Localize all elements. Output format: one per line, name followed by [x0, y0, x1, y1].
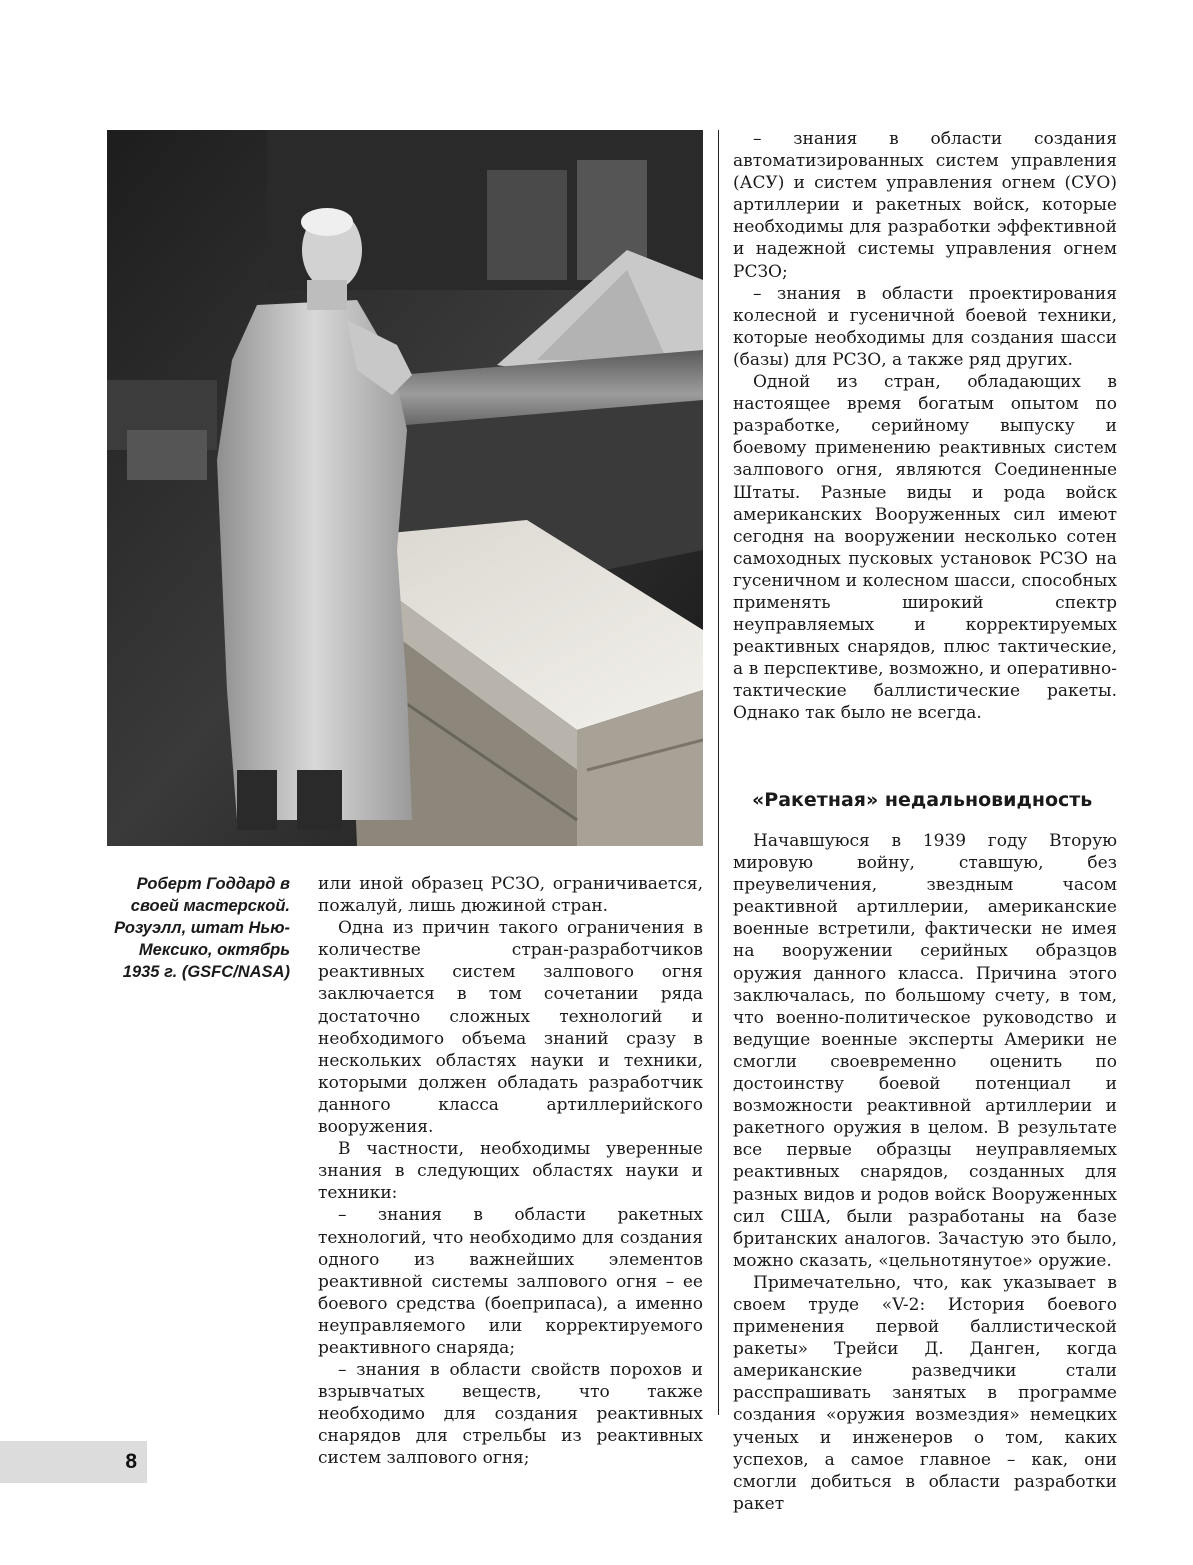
paragraph: или иной образец РСЗО, ограничивается, пожалуй, лишь дюжиной стран.: [318, 874, 703, 917]
page-number-tab: [0, 1441, 147, 1483]
paragraph: Начавшуюся в 1939 году Вторую мировую войну, ставшую, без преувеличения, звездным часом реактивной артиллерии, американские военные встретили, фактически не имея на вооружении серийных образцов оружия данного класса. Причина этого заключалась, по большому счету, в том, что военно-политическое руководство и ведущие военные эксперты Америки не смогли своевременно оценить по достоинству боевой потенциал и возможности реактивной артиллерии и ракетного оружия в целом. В результате все первые образцы неуправляемых реактивных снарядов, созданных для разных видов и родов войск Вооруженных сил США, были разработаны на базе британских аналогов. Зачастую это было, можно сказать, «цельнотянутое» оружие.: [733, 831, 1117, 1271]
paragraph: Одна из причин такого ограничения в количестве стран-разработчиков реактивных систем залпового огня заключается в том сочетании ряда достаточно сложных технологий и необходимого объема знаний сразу в нескольких областях науки и техники, которыми должен обладать разработчик данного класса артиллерийского вооружения.: [318, 918, 703, 1138]
section-heading: «Ракетная» недальновидность: [752, 789, 1093, 811]
workshop-photo-illustration: [107, 130, 703, 846]
photo-caption: Роберт Годдард в своей мастерской. Розуэлл, штат Нью-Мексико, октябрь 1935 г. (GSFC/NASA): [114, 875, 290, 981]
paragraph: – знания в области ракетных технологий, что необходимо для создания одного из важнейших элементов реактивной системы залпового огня – ее боевого средства (боеприпаса), а именно неуправляемого или корректируемого реактивного снаряда;: [318, 1205, 703, 1358]
column-divider: [718, 130, 719, 1415]
paragraph: В частности, необходимы уверенные знания в следующих областях науки и техники:: [318, 1139, 703, 1204]
paragraph: – знания в области свойств порохов и взрывчатых веществ, что также необходимо для создания реактивных снарядов для стрельбы из реактивных систем залпового огня;: [318, 1360, 703, 1469]
page-number: 8: [125, 1450, 137, 1473]
paragraph: – знания в области создания автоматизированных систем управления (АСУ) и систем управления огнем (СУО) артиллерии и ракетных войск, которые необходимы для разработки эффективной и надежной системы управления огнем РСЗО;: [733, 129, 1117, 282]
paragraph: – знания в области проектирования колесной и гусеничной боевой техники, которые необходимы для создания шасси (базы) для РСЗО, а также ряд других.: [733, 283, 1117, 370]
paragraph: Одной из стран, обладающих в настоящее время богатым опытом по разработке, серийному выпуску и боевому применению реактивных систем залпового огня, являются Соединенные Штаты. Разные виды и рода войск американских Вооруженных сил имеют сегодня на вооружении несколько сотен самоходных пусковых установок РСЗО на гусеничном и колесном шасси, способных применять широкий спектр неуправляемых и корректируемых реактивных снарядов, плюс тактические, а в перспективе, возможно, и оперативно-тактические баллистические ракеты. Однако так было не всегда.: [733, 372, 1117, 724]
right-column-top-text: [733, 128, 1117, 725]
right-column-bottom-text: [733, 830, 1117, 1515]
goddard-photo: [107, 130, 703, 846]
middle-column-text: [318, 873, 703, 1470]
paragraph: Примечательно, что, как указывает в своем труде «V-2: История боевого применения первой баллистической ракеты» Трейси Д. Данген, когда американские разведчики стали расспрашивать занятых в программе создания «оружия возмездия» немецких ученых и инженеров о том, каких успехов, а самое главное – как, они смогли добиться в области разработки ракет: [733, 1272, 1117, 1514]
